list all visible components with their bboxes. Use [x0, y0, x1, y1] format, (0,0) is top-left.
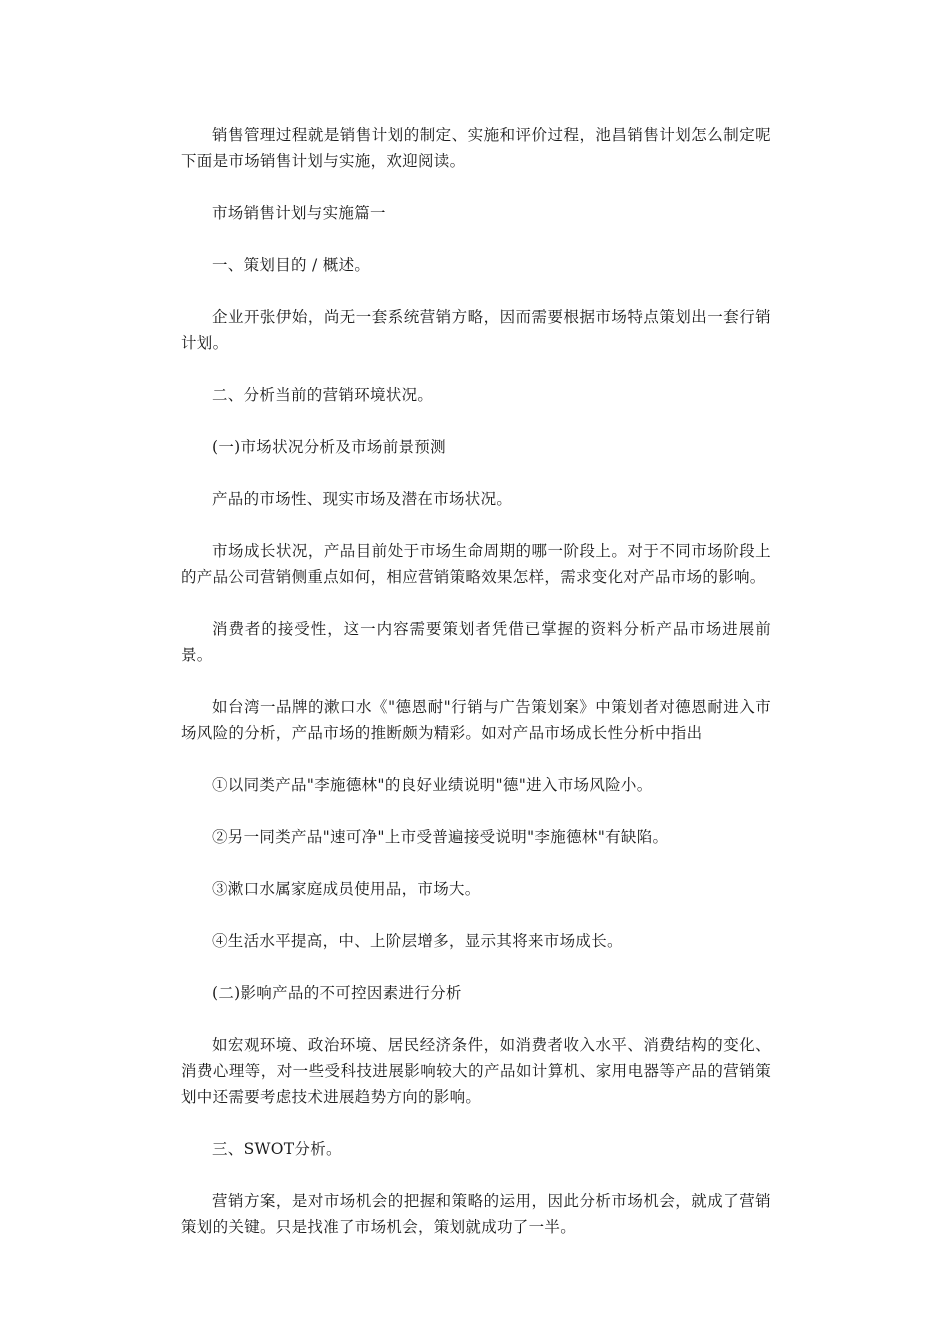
paragraph: 如台湾一品牌的漱口水《"德恩耐"行销与广告策划案》中策划者对德恩耐进入市场风险的分析，产品市场的推断颇为精彩。如对产品市场成长性分析中指出 [181, 698, 771, 742]
paragraph: 如宏观环境、政治环境、居民经济条件，如消费者收入水平、消费结构的变化、消费心理等，对一些受科技进展影响较大的产品如计算机、家用电器等产品的营销策划中还需要考虑技术进展趋势方向的影响。 [181, 1036, 771, 1106]
list-item: ②另一同类产品"速可净"上市受普遍接受说明"李施德林"有缺陷。 [212, 828, 669, 846]
paragraph: 市场成长状况，产品目前处于市场生命周期的哪一阶段上。对于不同市场阶段上的产品公司营销侧重点如何，相应营销策略效果怎样，需求变化对产品市场的影响。 [181, 542, 771, 586]
paragraph: 企业开张伊始，尚无一套系统营销方略，因而需要根据市场特点策划出一套行销计划。 [181, 308, 771, 352]
section-title: 市场销售计划与实施篇一 [212, 204, 386, 222]
document-body [181, 122, 771, 1266]
paragraph: 营销方案，是对市场机会的把握和策略的运用，因此分析市场机会，就成了营销策划的关键。只是找准了市场机会，策划就成功了一半。 [181, 1192, 771, 1236]
heading-2: 二、分析当前的营销环境状况。 [212, 386, 434, 404]
heading-1: 一、策划目的 / 概述。 [212, 256, 371, 274]
heading-3: 三、SWOT分析。 [212, 1140, 342, 1158]
list-item: ③漱口水属家庭成员使用品，市场大。 [212, 880, 481, 898]
subheading-2: (二)影响产品的不可控因素进行分析 [212, 984, 462, 1002]
list-item: ①以同类产品"李施德林"的良好业绩说明"德"进入市场风险小。 [212, 776, 653, 794]
subheading-1: (一)市场状况分析及市场前景预测 [212, 438, 446, 456]
paragraph: 消费者的接受性，这一内容需要策划者凭借已掌握的资料分析产品市场进展前景。 [181, 620, 771, 664]
list-item: ④生活水平提高，中、上阶层增多，显示其将来市场成长。 [212, 932, 623, 950]
paragraph-intro: 销售管理过程就是销售计划的制定、实施和评价过程，池昌销售计划怎么制定呢下面是市场销售计划与实施，欢迎阅读。 [181, 126, 771, 170]
paragraph: 产品的市场性、现实市场及潜在市场状况。 [212, 490, 513, 508]
